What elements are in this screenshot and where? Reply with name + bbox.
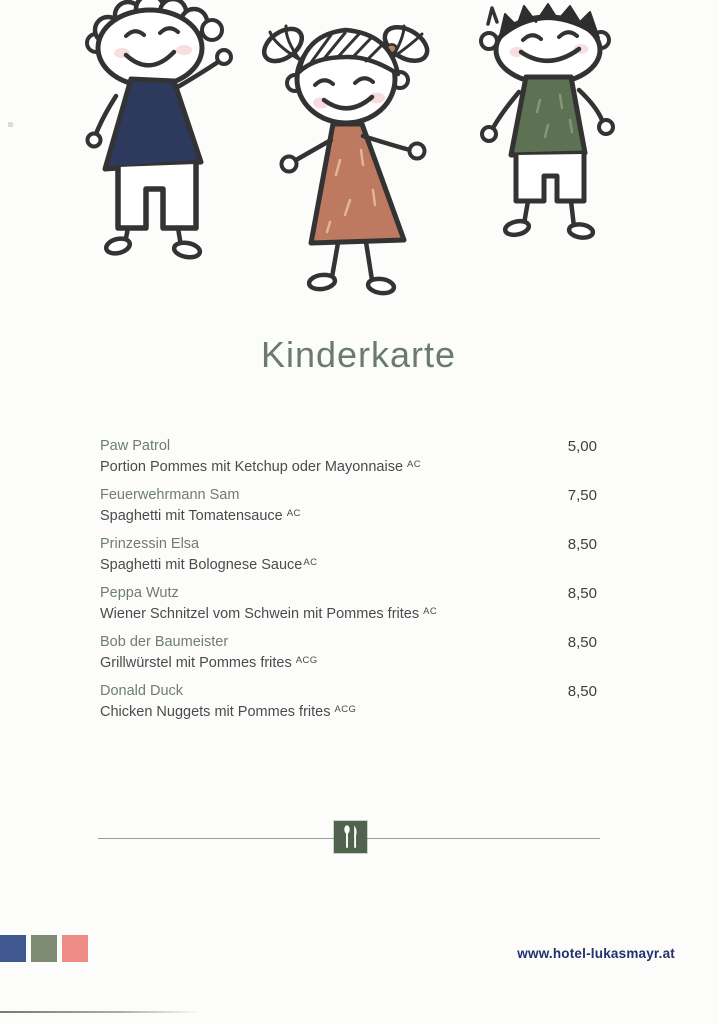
website-url: www.hotel-lukasmayr.at — [517, 946, 675, 961]
allergen-codes: ACG — [295, 655, 318, 666]
boy-navy-illustration — [87, 0, 231, 259]
item-description: Grillwürstel mit Pommes frites $^{ACG}$ — [100, 655, 318, 671]
item-price: 5,00 — [567, 438, 597, 455]
item-price: 7,50 — [567, 487, 597, 504]
item-name: Feuerwehrmann Sam — [100, 487, 240, 503]
kids-illustration — [0, 0, 717, 320]
item-price: 8,50 — [567, 536, 597, 553]
spoon-and-knife-glyph — [340, 824, 362, 850]
menu-item-prinzessin-elsa — [100, 534, 597, 577]
swatch-green — [31, 935, 57, 962]
item-description: Spaghetti mit Bolognese Sauce$^{AC}$ — [100, 557, 318, 573]
menu-item-donald-duck — [100, 681, 597, 724]
item-description: Wiener Schnitzel vom Schwein mit Pommes frites $^{AC}$ — [100, 606, 438, 622]
page-title: Kinderkarte — [260, 334, 457, 375]
item-name: Donald Duck — [100, 683, 184, 699]
menu-item-peppa-wutz — [100, 583, 597, 626]
item-name: Paw Patrol — [100, 438, 171, 454]
item-name: Prinzessin Elsa — [100, 536, 200, 552]
allergen-codes: AC — [286, 508, 301, 519]
boy-green-illustration — [481, 4, 613, 239]
item-name: Peppa Wutz — [100, 585, 179, 601]
item-description: Portion Pommes mit Ketchup oder Mayonnaise $^{AC}$ — [100, 459, 422, 475]
allergen-codes: ACG — [334, 704, 357, 715]
menu-list — [100, 436, 597, 730]
scan-artifact-line — [0, 1011, 200, 1013]
item-price: 8,50 — [567, 585, 597, 602]
menu-item-bob-der-baumeister — [100, 632, 597, 675]
allergen-codes: AC — [303, 557, 318, 568]
scan-artifact-mark — [8, 122, 13, 127]
girl-illustration — [258, 20, 433, 294]
allergen-codes: AC — [407, 459, 422, 470]
item-price: 8,50 — [567, 683, 597, 700]
item-price: 8,50 — [567, 634, 597, 651]
menu-item-paw-patrol — [100, 436, 597, 479]
swatch-blue — [0, 935, 26, 962]
cutlery-icon — [334, 821, 367, 853]
menu-item-feuerwehrmann-sam — [100, 485, 597, 528]
item-description: Chicken Nuggets mit Pommes frites $^{ACG}$ — [100, 704, 357, 720]
allergen-codes: AC — [423, 606, 438, 617]
brand-color-swatches — [0, 935, 88, 962]
swatch-salmon — [62, 935, 88, 962]
item-description: Spaghetti mit Tomatensauce $^{AC}$ — [100, 508, 301, 524]
item-name: Bob der Baumeister — [100, 634, 229, 650]
